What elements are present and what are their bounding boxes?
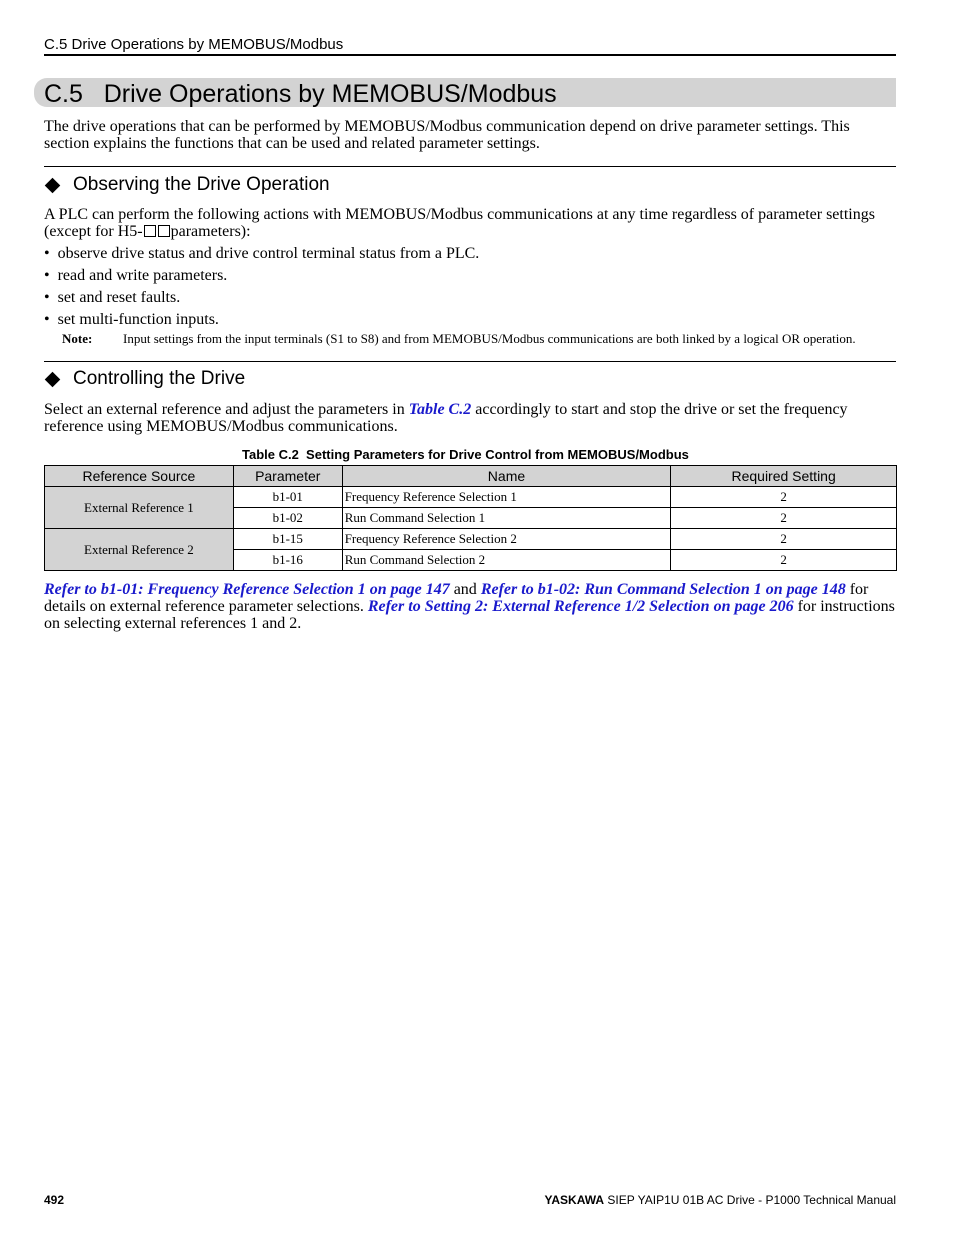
refer-b1-02-link[interactable]: Refer to b1-02: Run Command Selection 1 on page 148 [480,581,846,598]
placeholder-box-icon [158,225,170,237]
controlling-paragraph-text: Select an external reference and adjust the parameters in [44,401,409,418]
subsection-heading-text: Controlling the Drive [73,368,246,389]
diamond-bullet-icon [45,177,61,193]
parameter-cell: b1-15 [233,529,342,550]
name-cell: Frequency Reference Selection 2 [342,529,671,550]
reference-source-cell: External Reference 2 [45,529,234,571]
section-title [44,79,557,109]
column-header-required-setting: Required Setting [671,466,897,487]
subsection-heading-observing [44,174,330,196]
placeholder-box-icon [144,225,156,237]
setting-cell: 2 [671,487,897,508]
list-item: • observe drive status and drive control terminal status from a PLC. [44,245,480,262]
refer-text: for instructions on selecting external references 1 and 2. [44,598,895,632]
table-header-row [45,466,897,487]
refer-paragraph [44,581,896,632]
table-caption: Table C.2 Setting Parameters for Drive Control from MEMOBUS/Modbus [242,447,689,462]
subsection-heading-text: Observing the Drive Operation [73,174,330,195]
setting-cell: 2 [671,529,897,550]
header-rule [44,54,896,56]
refer-text: for details on external reference parameter selections. [44,581,869,615]
observing-paragraph [44,206,896,240]
list-item: • read and write parameters. [44,267,228,284]
column-header-reference-source: Reference Source [45,466,234,487]
parameter-cell: b1-02 [233,508,342,529]
refer-setting-2-link[interactable]: Refer to Setting 2: External Reference 1/2 Selection on page 206 [367,598,794,615]
table-row [45,529,897,550]
refer-text: and [449,581,481,598]
footer-brand: YASKAWA [544,1193,605,1207]
setting-cell: 2 [671,508,897,529]
footer-manual-text: SIEP YAIP1U 01B AC Drive - P1000 Technical Manual [604,1193,896,1207]
subsection-heading-controlling [44,368,245,390]
subsection-rule-2 [44,361,896,362]
name-cell: Run Command Selection 2 [342,550,671,571]
name-cell: Frequency Reference Selection 1 [342,487,671,508]
refer-b1-01-link[interactable]: Refer to b1-01: Frequency Reference Selection 1 on page 147 [44,581,450,598]
note-label: Note: [62,331,93,346]
setting-cell: 2 [671,550,897,571]
table-row [45,487,897,508]
note [62,331,896,346]
column-header-name: Name [342,466,671,487]
section-title-text: Drive Operations by MEMOBUS/Modbus [103,80,557,108]
reference-source-cell: External Reference 1 [45,487,234,529]
subsection-rule-1 [44,166,896,167]
controlling-paragraph [44,401,896,435]
page-number: 492 [44,1193,65,1207]
column-header-parameter: Parameter [233,466,342,487]
parameter-cell: b1-01 [233,487,342,508]
list-item: • set and reset faults. [44,289,181,306]
table-c2-link[interactable]: Table C.2 [408,401,472,418]
controlling-paragraph-text-end: accordingly to start and stop the drive or set the frequency reference using MEMOBUS/Modbus communications. [44,401,848,435]
running-header: C.5 Drive Operations by MEMOBUS/Modbus [44,36,344,53]
parameter-cell: b1-16 [233,550,342,571]
footer-manual-title [544,1193,896,1207]
section-intro: The drive operations that can be performed by MEMOBUS/Modbus communication depend on drive parameter settings. This section explains the functions that can be used and related parameter settings. [44,118,850,152]
note-text: Input settings from the input terminals (S1 to S8) and from MEMOBUS/Modbus communications are both linked by a logical OR operation. [123,331,856,346]
observing-paragraph-text-end: parameters): [170,223,251,240]
observing-paragraph-text: A PLC can perform the following actions with MEMOBUS/Modbus communications at any time regardless of parameter settings (except for H5- [44,206,875,240]
diamond-bullet-icon [45,371,61,387]
name-cell: Run Command Selection 1 [342,508,671,529]
parameters-table [44,465,897,571]
list-item: • set multi-function inputs. [44,311,219,328]
section-number: C.5 [44,80,83,108]
